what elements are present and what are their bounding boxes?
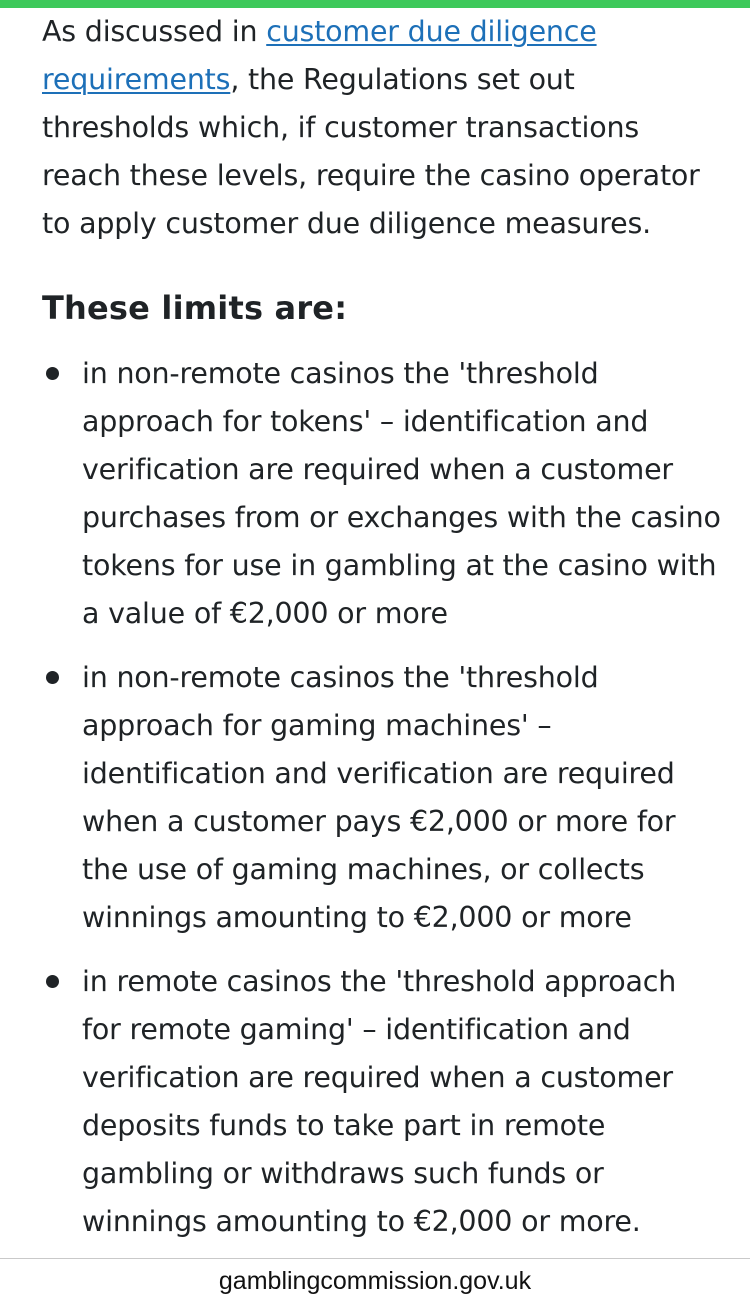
list-item-text: in non-remote casinos the 'threshold approach for gaming machines' – identification and verification are required when a customer pays €2,000 or more for the use of gaming machines, or collects winnings amounting to €2,000 or more <box>82 661 676 934</box>
list-item <box>42 958 722 1246</box>
limits-list <box>42 350 722 1262</box>
customer-due-diligence-link[interactable]: customer due diligence requirements <box>42 15 597 96</box>
intro-paragraph <box>42 8 722 248</box>
list-item <box>42 654 722 942</box>
browser-address-bar[interactable] <box>0 1258 750 1303</box>
list-item <box>42 350 722 638</box>
bullet-icon <box>46 367 59 380</box>
list-item-text: in remote casinos the 'threshold approach for remote gaming' – identification and verification are required when a customer deposits funds to take part in remote gambling or withdraws such funds or winnings amounting to €2,000 or more. <box>82 965 677 1238</box>
article-content <box>42 8 722 1238</box>
limits-heading: These limits are: <box>42 289 348 327</box>
bullet-icon <box>46 671 59 684</box>
intro-suffix: , the Regulations set out thresholds which, if customer transactions reach these levels, require the casino operator to apply customer due diligence measures. <box>42 63 700 240</box>
list-item-text: in non-remote casinos the 'threshold approach for tokens' – identification and verification are required when a customer purchases from or exchanges with the casino tokens for use in gambling at the casino with a value of €2,000 or more <box>82 357 721 630</box>
url-domain[interactable]: gamblingcommission.gov.uk <box>218 1267 532 1295</box>
bullet-icon <box>46 975 59 988</box>
top-accent-bar <box>0 0 750 8</box>
intro-prefix: As discussed in <box>42 15 267 48</box>
